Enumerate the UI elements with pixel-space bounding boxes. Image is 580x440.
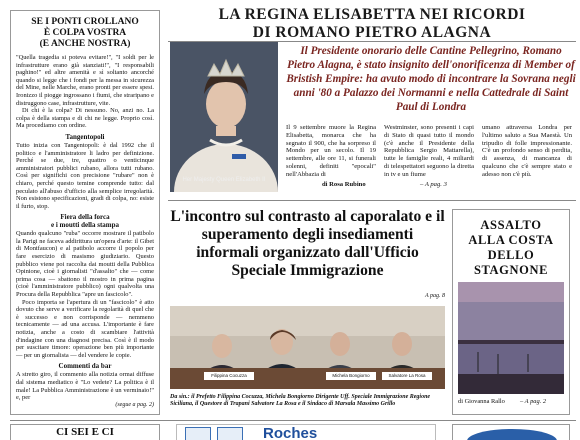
left-paragraph-1: "Quella tragedia si poteva evitare!", "I soldi per le infrastrutture erano già stanziati!", "I responsabili paghino!" ed altre amenità e sì soltanto ancorché quando si legge che i fondi per la messa in sicurezza del Mine, nelle Marche, erano pronti per essere spesi. Ironizzo il piogge ingrossano i fiumi, che straripano e distruggono case, infrastrutture, vite. xyxy=(16,54,154,107)
nameplate-la-rosa: Salvatore La Rosa xyxy=(382,372,432,380)
top-headline[interactable] xyxy=(168,6,576,42)
ad-product-box-left xyxy=(185,427,211,440)
stagnone-photo[interactable] xyxy=(458,282,564,394)
queen-photo-caption: Her Majesty Queen Elizabeth II xyxy=(182,177,266,183)
top-headline-line1: LA REGINA ELISABETTA NEI RICORDI xyxy=(218,6,526,23)
top-story-column-1: Il 9 settembre muore la Regina Elisabetta, monarca che ha segnato il 900, che ha sorpreso il Mondo per un secolo. Il 19 settembre, alle ore 11, si funerali solenni, definiti "epocali" nell'Abbazia di xyxy=(286,124,376,178)
conference-photo[interactable] xyxy=(170,306,445,389)
left-headline-line3: (E ANCHE NOSTRA) xyxy=(39,39,131,49)
bottom-right-graphic xyxy=(452,424,570,440)
left-headline-line1: SE I PONTI CROLLANO xyxy=(31,17,139,27)
middle-divider xyxy=(168,200,576,201)
nameplate-cocuzza: Filippina Cocuzza xyxy=(204,372,254,380)
queen-portrait-illustration xyxy=(170,42,278,192)
left-paragraph-5: Poco importa se l'apertura di un "fascicolo" è atto dovuto che serve a verificare la regolarità di quel che è successo e non corrisponde — nemmeno tecnicamente — ad una accusa. L'importante è fare notizia, anche a costo di scambiare l'attività d'indagine con una diagnosi precisa. Così è il modo per suscitare timore: operazione ben più importante — per un giornalista — del vendere le copie. xyxy=(16,298,154,359)
left-paragraph-4: Quando qualcuno "ruba" occorre mostrare il patibolo la Parigi ne faceva addirittura un'opera d'arte: il Gibet di Montfaucon) e al patibolo accorre il popolo per fare esercizio di masismo giudiziario. Questo pubblico viene poi raccolta dai moutti della Pubblica Opinione, cioè i giornalisti "d'assalto" che — come prima cosa — sbattono il mostro in prima pagina (cioè l'amministratore pubblico) ogni qualvolta una Procura della Repubblica "apre un fascicolo". xyxy=(16,230,154,299)
ad-product-box-right xyxy=(217,427,243,440)
left-headline xyxy=(16,17,154,50)
queen-photo[interactable] xyxy=(170,42,278,192)
stagnone-headline-line2: ALLA COSTA xyxy=(468,233,554,247)
left-subhead-commenti: Commenti da bar xyxy=(58,362,112,371)
left-paragraph-6: A stretto giro, il commento alla notizia ormai diffuse dal sistema mediatico è "Lo vedete? La politica è il male! La Pubblica Amministrazione è un verminaio!" e, per xyxy=(16,371,154,402)
bottom-advertisement[interactable] xyxy=(176,424,436,440)
bottom-left-headline[interactable]: CI SEI E CI xyxy=(10,424,160,440)
ad-brand-text: Roches xyxy=(263,425,318,440)
left-column-article xyxy=(10,10,160,415)
mid-story-page-ref: A pag. 8 xyxy=(424,293,445,299)
left-paragraph-2: Di chi è la colpa? Di nessuno. No, anzi no. La colpa è della stampa e di chi ne legge. Proprio così. Ma procediamo con ordine. xyxy=(16,107,154,130)
left-subhead-tangentopoli: Tangentopoli xyxy=(65,132,105,141)
left-subhead-fiera xyxy=(16,213,154,229)
top-story-page-ref: – A pag. 3 xyxy=(420,181,447,188)
conference-photo-caption: Da sin.: il Prefetto Filippina Cocuzza, Michela Bongiorno Dirigente Uff. Speciale Immigrazione Regione Siciliana, il Questore di Trapani Salvatore La Rosa e il Sindaco di Marsala Massimo Grillo xyxy=(170,394,431,408)
left-headline-line2: È COLPA VOSTRA xyxy=(43,28,127,38)
bottom-divider xyxy=(10,420,576,421)
top-headline-line2: DI ROMANO PIETRO ALAGNA xyxy=(252,24,492,41)
stagnone-landscape-illustration xyxy=(458,282,564,394)
stagnone-page-ref: – A pag. 2 xyxy=(520,398,547,405)
top-story-subtitle: Il Presidente onorario delle Cantine Pellegrino, Romano Pietro Alagna, è stato insignito dell'onorificenza di Member of Bristish Empire: ha avuto modo di incontrare la Sovrana negli anni '80 a Palazzo dei Normanni e nella Cattedrale di Saint Paul di Londra xyxy=(286,45,576,113)
left-paragraph-3: Tutto inizia con Tangentopoli: è dal 1992 che il politico e l'amministratore li ladro per definizione. Perché se due, tre, quattro o venticinque amministratori pubblici rubano, allora tutti rubano. Così per significhi con precisione "rubare" non è chiaro, perché questo temine comprende tutto: dal peculato all'abuso d'ufficio alla semplice irregolarità. Non esistono specificazioni, gradi di colpa, no: esiste il furto, stop. xyxy=(16,141,154,210)
top-story-column-3: umano attraversa Londra per l'ultimo saluto a Sua Maestà. Un tripudio di folle impressionante. C'è un profondo senso di perdita, di assenza, di mancanza di qualcuno che c'è sempre stato e adesso non c'è più. xyxy=(482,124,572,178)
top-story-byline: di Rosa Rubino xyxy=(322,181,366,188)
mid-story-headline[interactable]: L'incontro sul contrasto al caporalato e il superamento degli insediamenti informali organizzato dall'Ufficio Speciale Immigrazione xyxy=(170,208,445,279)
left-continued-ref: (segue a pag. 2) xyxy=(115,401,154,408)
left-subhead-fiera-line2: e i moutti della stampa xyxy=(50,221,120,230)
left-subhead-fiera-line1: Fiera della forca xyxy=(60,213,110,222)
top-story-column-2: Westminster, sono presenti i capi di Stato di quasi tutto il mondo (c'è anche il Presidente della Repubblica Sergio Mattarella), tutte le famiglie reali, 4 miliardi di telespettatori seguono la diretta in tv e un fiume xyxy=(384,124,474,178)
nameplate-bongiorno: Michela Bongiorno xyxy=(326,372,376,380)
stagnone-headline-line4: STAGNONE xyxy=(473,263,549,277)
stagnone-headline[interactable] xyxy=(452,218,570,278)
stagnone-byline: di Giovanna Rallo xyxy=(458,398,505,405)
stagnone-headline-line3: DELLO xyxy=(487,248,535,262)
stagnone-headline-line1: ASSALTO xyxy=(480,218,542,232)
bottom-right-blue-shape xyxy=(467,429,557,440)
